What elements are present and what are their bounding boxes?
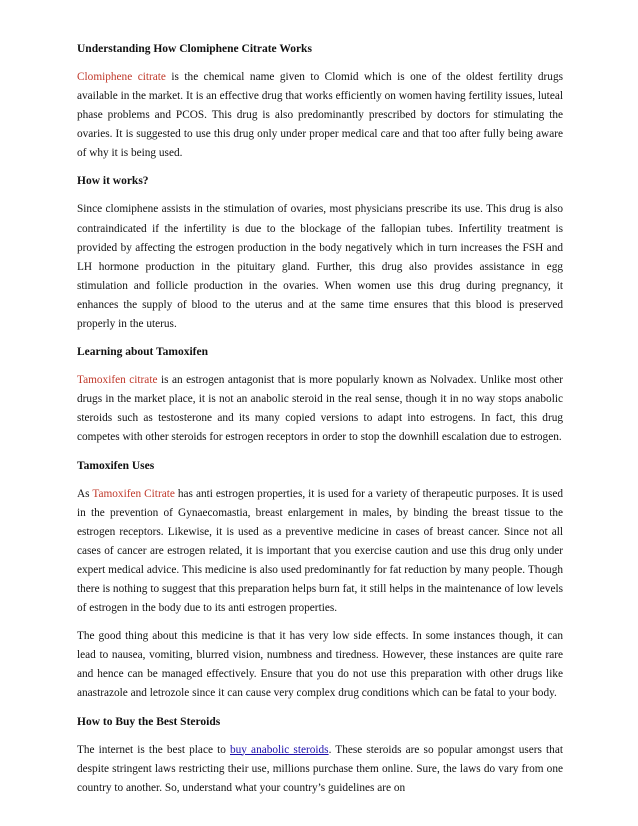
- buy-anabolic-steroids-link[interactable]: buy anabolic steroids: [230, 743, 329, 756]
- heading-clomiphene: Understanding How Clomiphene Citrate Works: [77, 43, 312, 55]
- paragraph-tamoxifen-uses-2: The good thing about this medicine is that it has very low side effects. In some instances though, it can lead to nausea, vomiting, blurred vision, numbness and tiredness. However, these instances are quite rare and hence can be managed effectively. Ensure that you do not use this preparation with other drugs like anastrazole and letrozole since it can cause very complex drug conditions which can be fatal to your body.: [77, 630, 563, 700]
- heading-buy-steroids: How to Buy the Best Steroids: [77, 715, 221, 728]
- highlight-tamoxifen-citrate: Tamoxifen citrate: [77, 374, 158, 387]
- paragraph-how-it-works: Since clomiphene assists in the stimulation of ovaries, most physicians prescribe its use. This drug is also contraindicated if the infertility is due to the blockage of the fallopian tubes. Infertility treatment is provided by affecting the estrogen production in the body negatively which in turn increases the FSH and LH hormone production in the pituitary gland. Further, this drug also provides assistance in egg stimulation and follicle production in the ovaries. When women use this drug during pregnancy, it enhances the supply of blood to the uterus and at the same time ensures that this blood is preserved properly in the uterus.: [77, 203, 563, 331]
- paragraph-prefix: As: [77, 487, 93, 500]
- paragraph-tamoxifen: [77, 371, 563, 447]
- paragraph-buy-steroids: [77, 741, 563, 798]
- paragraph-clomiphene: [77, 68, 563, 163]
- heading-tamoxifen: Learning about Tamoxifen: [77, 346, 208, 359]
- paragraph-tamoxifen-uses-1: [77, 485, 563, 619]
- paragraph-prefix: The internet is the best place to: [77, 743, 230, 756]
- highlight-tamoxifen-citrate-uses: Tamoxifen Citrate: [92, 487, 175, 500]
- highlight-clomiphene-citrate: Clomiphene citrate: [77, 71, 166, 83]
- heading-tamoxifen-uses: Tamoxifen Uses: [77, 459, 155, 472]
- heading-how-it-works: How it works?: [77, 175, 149, 188]
- document-page: [77, 40, 563, 807]
- paragraph-text: . These steroids are so popular amongst users that despite stringent laws restricting their use, millions purchase them online. Sure, the laws do vary from one country to another. So, understand what your country’s guidelines are on: [77, 743, 563, 794]
- paragraph-text: is an estrogen antagonist that is more popularly known as Nolvadex. Unlike most other drugs in the market place, it is not an anabolic steroid in the real sense, though it in no way stops anabolic steroids such as testosterone and its many copied versions to adapt into estrogens. In fact, this drug competes with other steroids for estrogen receptors in order to stop the downhill escalation due to estrogen.: [77, 374, 563, 444]
- paragraph-text: has anti estrogen properties, it is used for a variety of therapeutic purposes. It is used in the prevention of Gynaecomastia, breast enlargement in males, by binding the breast tissue to the estrogen receptors. Likewise, it is used as a preventive medicine in cases of breast cancer. Since not all cases of cancer are estrogen related, it is important that you exercise caution and use this drug only under expert medical advice. This medicine is also used predominantly for fat reduction by many people. Though there is nothing to suggest that this preparation helps burn fat, it still helps in the maintenance of low levels of estrogen in the body due to its anti estrogen properties.: [77, 487, 563, 615]
- paragraph-text: is the chemical name given to Clomid which is one of the oldest fertility drugs available in the market. It is an effective drug that works efficiently on women having fertility issues, luteal phase problems and PCOS. This drug is also predominantly prescribed by doctors for stimulating the ovaries. It is suggested to use this drug only under proper medical care and that too after fully being aware of why it is being used.: [77, 71, 563, 160]
